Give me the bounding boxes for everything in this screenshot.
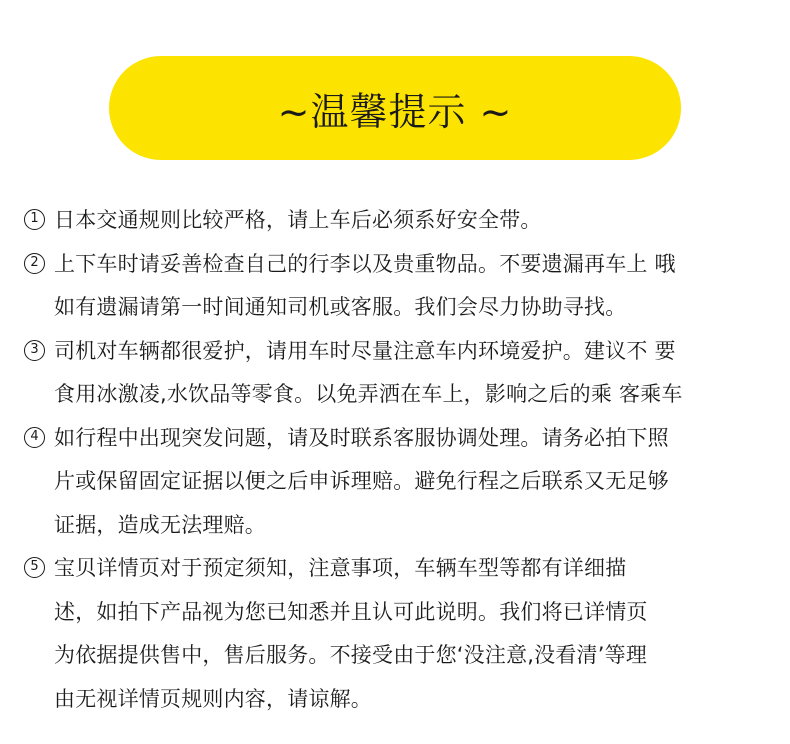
notice-text-line: 述，如拍下产品视为您已知悉并且认可此说明。我们将已详情页 <box>54 599 648 624</box>
notice-text-line: 如行程中出现突发问题，请及时联系客服协调处理。请务必拍下照 <box>54 425 669 450</box>
notice-text-line: 由无视详情页规则内容，请谅解。 <box>54 686 372 711</box>
notice-item-4 <box>24 418 764 549</box>
notice-number-badge: 4 <box>24 427 45 448</box>
notice-number-badge: 1 <box>24 209 45 230</box>
banner-title: ~温馨提示 ~ <box>277 89 513 134</box>
notice-banner <box>109 56 681 160</box>
notice-number-badge: 2 <box>24 253 45 274</box>
notice-item-1 <box>24 200 764 244</box>
notice-item-5 <box>24 548 764 722</box>
notice-text-line: 为依据提供售中，售后服务。不接受由于您‘没注意,没看清’等理 <box>54 643 648 667</box>
notice-item-2 <box>24 244 764 331</box>
notice-text-line: 日本交通规则比较严格，请上车后必须系好安全带。 <box>54 208 542 232</box>
notice-text-line: 如有遗漏请第一时间通知司机或客服。我们会尽力协助寻找。 <box>54 295 627 319</box>
notice-text-line: 食用冰激凌,水饮品等零食。以免弄洒在车上，影响之后的乘 客乘车 <box>54 382 683 406</box>
notice-number-badge: 5 <box>24 557 45 578</box>
notice-text-line: 片或保留固定证据以便之后申诉理赔。避免行程之后联系又无足够 <box>54 469 669 493</box>
notice-number-badge: 3 <box>24 340 45 361</box>
notice-text-line: 上下车时请妥善检查自己的行李以及贵重物品。不要遗漏再车上 哦 <box>54 251 676 276</box>
notice-text-line: 证据，造成无法理赔。 <box>54 512 266 537</box>
notice-text-line: 宝贝详情页对于预定须知，注意事项，车辆车型等都有详细描 <box>54 556 627 580</box>
notice-text-line: 司机对车辆都很爱护，请用车时尽量注意车内环境爱护。建议不 要 <box>54 338 676 363</box>
notice-item-3 <box>24 331 764 418</box>
notice-list <box>24 200 764 722</box>
